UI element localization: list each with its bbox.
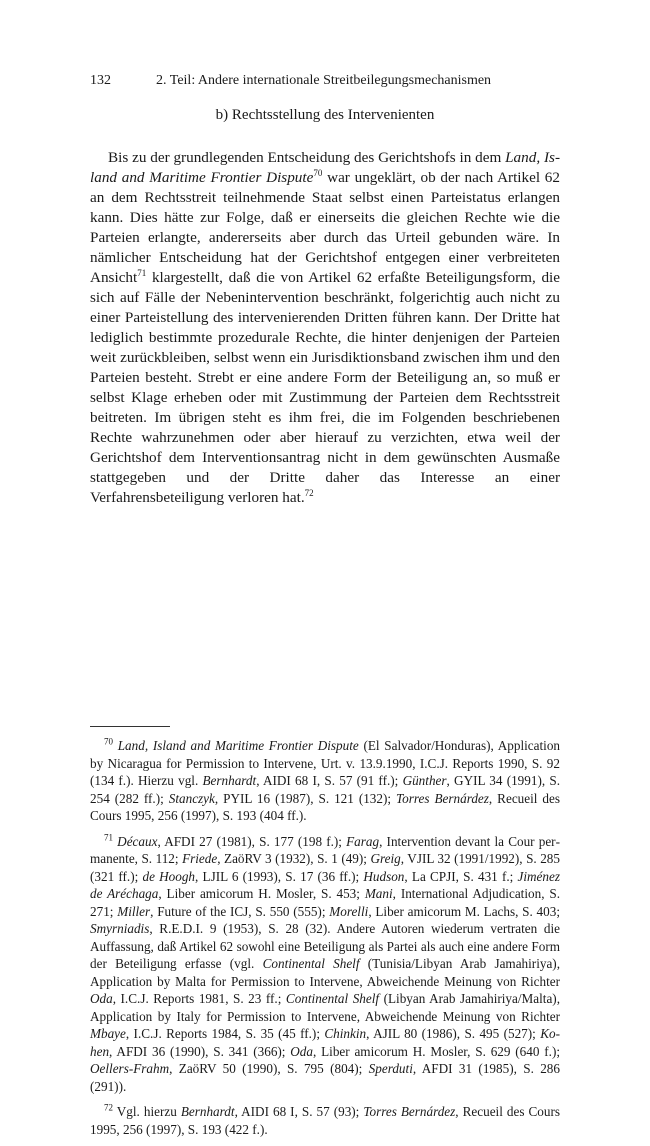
footnote-text: , AFDI 27 (1981), S. 177 (198 f.); xyxy=(157,833,347,849)
footnote-text: , LJIL 6 (1993), S. 17 (36 ff.); xyxy=(195,868,364,884)
footnote-text: , VJIL 32 (1991/1992), S. 285 (321 ff.); xyxy=(90,851,560,884)
footnote-author: Chinkin xyxy=(324,1026,367,1041)
footnote-71 xyxy=(90,833,560,1096)
footnote-author: Miller xyxy=(117,903,151,919)
footnote-70 xyxy=(90,737,560,825)
footnote-text: , I.C.J. Reports 1981, S. 23 ff.; xyxy=(112,991,286,1006)
footnote-number: 70 xyxy=(104,736,113,747)
footnote-text: , AFDI 36 (1990), S. 341 (366); xyxy=(109,1043,291,1059)
footnote-text: , Recueil des Cours 1995, 256 (1997), S. 193 (422 f.). xyxy=(90,1104,560,1137)
body-text-run: klargestellt, daß die von Artikel 62 erfaßte Beteiligungsform, die sich auf Fälle der Nebenintervention beschränkt, folgerichtig auch nicht zu einer Parteistellung des intervenierenden Dritten führen kann. Der Dritte hat lediglich bestimmte prozedurale Rechte, die hinter denjenigen der Parteien weit zurückbleiben, selbst wenn ein Jurisdiktionsband zwischen ihm und den Parteien besteht. Strebt er eine andere Form der Beteiligung an, so muß er selbst Klage erheben oder mit Zustimmung der Parteien dem Rechtsstreit beitreten. Im übrigen steht es ihm frei, die im Folgenden beschriebenen Rechte wahrzunehmen oder aber hierauf zu verzichten, etwa weil der Gerichtshof dem Interventionsantrag nicht in dem gewünschten Ausmaße stattgegeben und der Dritte daher das Interesse an einer Verfahrensbeteiligung verloren hat. xyxy=(90,269,560,506)
footnote-author: Greig xyxy=(370,851,401,866)
case-name: Land, Island and Maritime Frontier Dispute xyxy=(90,149,560,186)
footnote-text: , PYIL 16 (1987), S. 121 (132); xyxy=(214,790,397,806)
footnote-author: Morelli xyxy=(329,903,369,919)
section-heading: b) Rechtsstellung des Intervenienten xyxy=(215,107,435,123)
footnote-text: , AIDI 68 I, S. 57 (93); xyxy=(234,1104,364,1119)
footnote-text: , International Adjudication, S. 271; xyxy=(90,886,560,919)
footnote-author: Kohen xyxy=(90,1026,561,1059)
footnote-author: Stanczyk xyxy=(168,790,215,806)
running-head xyxy=(90,72,560,90)
footnote-ref-72[interactable]: 72 xyxy=(304,487,314,498)
footnote-author: Hudson xyxy=(363,868,405,884)
footnote-author: Günther xyxy=(402,773,447,788)
footnote-author: Torres Bernárdez xyxy=(396,790,489,806)
footnote-text: (El Salvador/Honduras), Application by Nicaragua for Permission to Intervene, Urt. v. 13.9.1990, I.C.J. Reports 1990, S. 92 (134 f.). Hierzu vgl. xyxy=(90,738,561,788)
footnote-ref-71[interactable]: 71 xyxy=(137,267,147,278)
footnote-author: de Hoogh xyxy=(142,868,196,884)
footnote-ref-70[interactable]: 70 xyxy=(313,167,323,178)
footnote-text: , Intervention devant la Cour permanente, S. 112; xyxy=(90,833,560,866)
footnote-author: Mbaye xyxy=(90,1026,126,1041)
footnote-text: , Liber amicorum M. Lachs, S. 403; xyxy=(368,903,560,919)
footnote-author: Oda xyxy=(290,1043,313,1059)
footnote-case-name: Continental Shelf xyxy=(262,956,360,971)
chapter-title: 2. Teil: Andere internationale Streitbeilegungsmechanismen xyxy=(156,73,492,88)
footnote-italic: Land, Island and Maritime Frontier Dispute xyxy=(117,738,359,753)
footnote-text: , AIDI 68 I, S. 57 (91 ff.); xyxy=(256,773,403,788)
footnote-text: , Future of the ICJ, S. 550 (555); xyxy=(150,903,330,919)
footnote-author: Jiménez de Aréchaga xyxy=(90,868,560,901)
footnote-text: , GYIL 34 (1991), S. 254 (282 ff.); xyxy=(90,773,560,806)
footnote-72 xyxy=(90,1103,560,1138)
footnote-author: Oellers-Frahm xyxy=(90,1061,170,1076)
footnote-number: 71 xyxy=(104,832,113,843)
page-number: 132 xyxy=(90,73,111,88)
footnote-author: Décaux xyxy=(117,833,158,849)
footnote-number: 72 xyxy=(104,1102,113,1113)
footnote-author: Oda xyxy=(90,991,113,1006)
footnote-author: Friede xyxy=(182,851,218,866)
footnote-text: , AFDI 31 (1985), S. 286 (291)). xyxy=(90,1061,560,1094)
footnote-text: , La CPJI, S. 431 f.; xyxy=(404,868,518,884)
footnote-text: , Liber amicorum H. Mosler, S. 629 (640 f.); xyxy=(313,1043,560,1059)
body-text-run: Bis zu der grundlegenden Entscheidung des Gerichtshofs in dem xyxy=(108,149,506,166)
footnote-text: Vgl. hierzu xyxy=(113,1104,181,1119)
footnote-text: (Tunisia/Libyan Arab Jamahiriya), Application by Malta for Permission to Intervene, Abweichende Meinung von Richter xyxy=(90,956,560,989)
footnote-author: Farag xyxy=(346,833,380,849)
footnote-author: Mani xyxy=(364,886,393,901)
footnote-separator xyxy=(90,726,170,727)
footnote-author: Sperduti xyxy=(368,1061,413,1076)
footnote-text: , Liber amicorum H. Mosler, S. 453; xyxy=(158,886,365,901)
footnote-author: Bernhardt xyxy=(180,1104,235,1119)
footnote-author: Torres Bernárdez xyxy=(363,1104,456,1119)
footnote-author: Smyrniadis xyxy=(90,921,150,936)
footnote-text: , ZaöRV 50 (1990), S. 795 (804); xyxy=(169,1061,369,1076)
footnote-text: , ZaöRV 3 (1932), S. 1 (49); xyxy=(217,851,371,866)
footnote-text: , R.E.D.I. 9 (1953), S. 28 (32). Andere Autoren wiederum vertraten die Auffassung, daß Artikel 62 sowohl eine Beteiligung als Partei als auch eine andere Form der Beteiligung erfasse (vgl. xyxy=(90,921,560,971)
body-text-run: war ungeklärt, ob der nach Artikel 62 an dem Rechtsstreit teilnehmende Staat selbst einen Parteistatus erlangen kann. Dies hätte zur Folge, daß er einerseits die gleichen Rechte wie die Parteien erlangte, andererseits aber durch das Urteil gebunden wäre. In nämlicher Entscheidung hat der Gerichtshof entgegen einer verbreiteten Ansicht xyxy=(90,169,560,286)
footnote-text: (Libyan Arab Jamahiriya/Malta), Application by Italy for Permission to Intervene, Abweichende Meinung von Richter xyxy=(90,991,560,1024)
footnote-author: Bernhardt xyxy=(202,773,257,788)
footnote-text: , AJIL 80 (1986), S. 495 (527); xyxy=(366,1026,541,1041)
body-paragraph xyxy=(90,148,560,508)
footnote-case-name: Continental Shelf xyxy=(285,991,380,1006)
footnote-text: , I.C.J. Reports 1984, S. 35 (45 ff.); xyxy=(125,1026,325,1041)
footnote-text: , Recueil des Cours 1995, 256 (1997), S. 193 (404 ff.). xyxy=(90,790,560,823)
